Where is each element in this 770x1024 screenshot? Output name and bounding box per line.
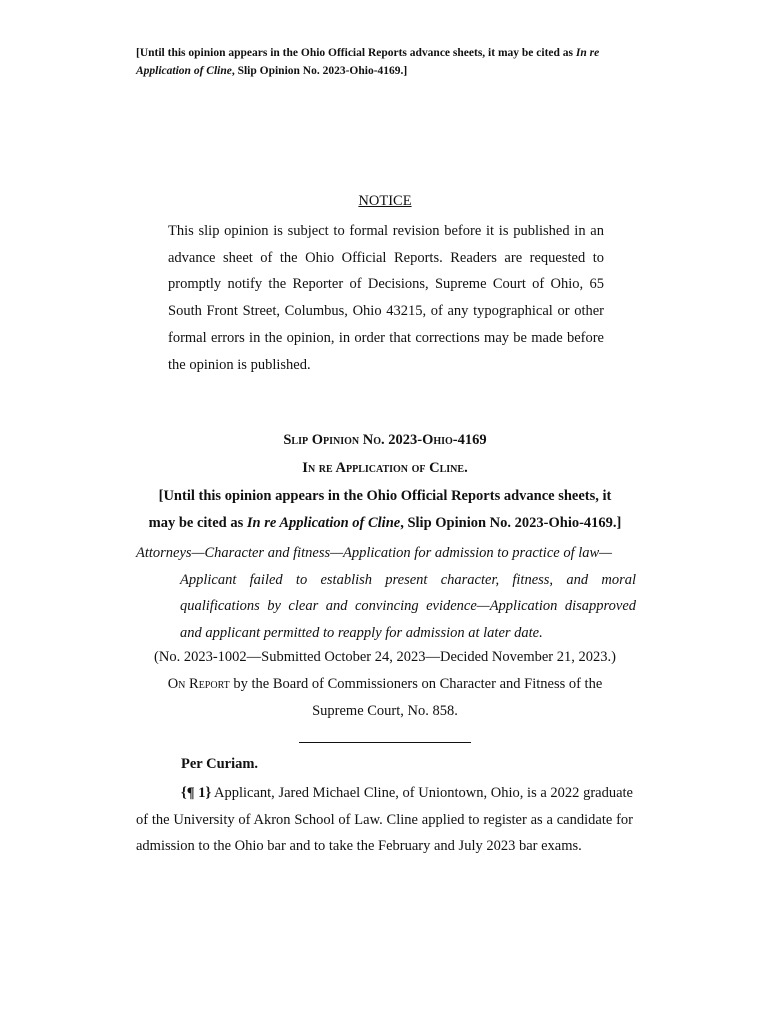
paragraph-marker: {¶ 1} (181, 785, 212, 801)
on-report-line (0, 676, 770, 693)
header-note-text-before: [Until this opinion appears in the Ohio Official Reports advance sheets, it may be cited as (136, 47, 576, 59)
citation-header-note (136, 44, 636, 80)
slip-opinion-number: Slip Opinion No. 2023-Ohio-4169 (283, 432, 487, 448)
on-report-text: by the Board of Commissioners on Character and Fitness of the (229, 676, 603, 692)
section-divider (299, 742, 471, 743)
syllabus-line-1: Attorneys—Character and fitness—Application for admission to practice of law— (136, 545, 613, 561)
opinion-paragraph-1 (136, 780, 633, 860)
paragraph-1-text: Applicant, Jared Michael Cline, of Uniontown, Ohio, is a 2022 graduate of the University of Akron School of Law. Cline applied to register as a candidate for admission to the Ohio bar and to take the February and July 2023 bar exams. (136, 785, 633, 855)
citation-line-2-after: , Slip Opinion No. 2023-Ohio-4169.] (400, 515, 622, 531)
on-report-line-2: Supreme Court, No. 858. (312, 703, 458, 719)
notice-body: This slip opinion is subject to formal revision before it is published in an advance sheet of the Ohio Official Reports. Readers are requested to promptly notify the Reporter of Decisions, Supreme Court of Ohio, 65 South Front Street, Columbus, Ohio 43215, of any typographical or other formal errors in the opinion, in order that corrections may be made before the opinion is published. (168, 223, 604, 373)
per-curiam-heading: Per Curiam. (181, 756, 259, 772)
header-note-text-after: , Slip Opinion No. 2023-Ohio-4169.] (231, 65, 408, 77)
citation-line-2-before: may be cited as (148, 515, 247, 531)
syllabus (136, 540, 636, 647)
citation-line-2 (0, 515, 770, 532)
syllabus-rest: Applicant failed to establish present character, fitness, and moral qualifications by clear and convincing evidence—Application disapproved and applicant permitted to reapply for admission at later date. (180, 571, 636, 642)
notice-title: NOTICE (358, 193, 412, 209)
on-report-label: On Report (167, 676, 230, 692)
docket-line: (No. 2023-1002—Submitted October 24, 2023—Decided November 21, 2023.) (154, 649, 616, 665)
citation-line-1: [Until this opinion appears in the Ohio Official Reports advance sheets, it (158, 488, 612, 504)
case-name: In re Application of Cline. (302, 460, 468, 476)
header-note-case-name: In re Application of Cline (136, 47, 600, 77)
citation-line-2-case: In re Application of Cline (246, 515, 401, 531)
